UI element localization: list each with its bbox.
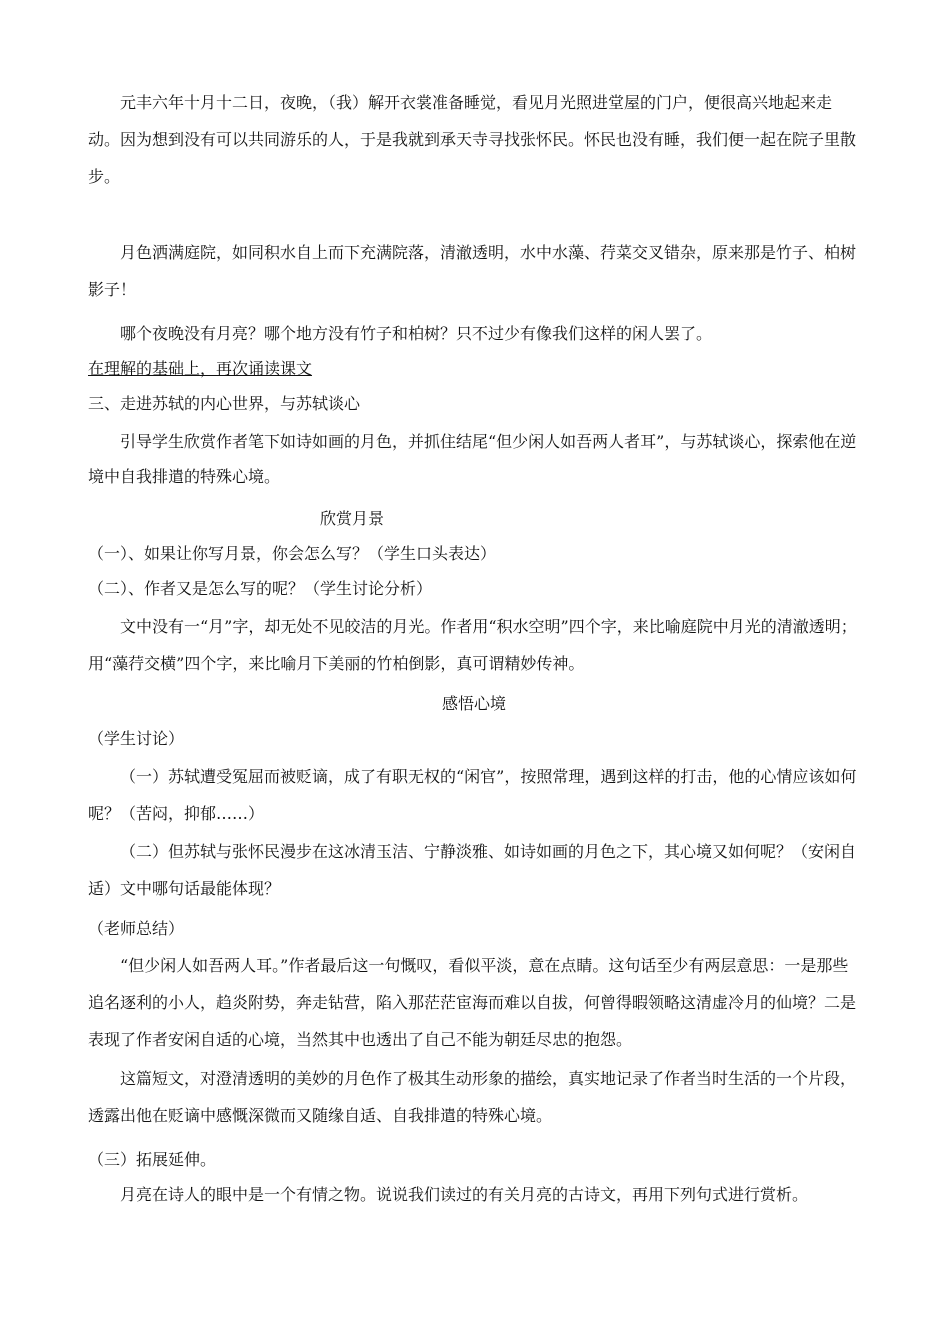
reread-instruction: 在理解的基础上，再次诵读课文 — [88, 359, 313, 378]
discussion-point-one: （一）苏轼遭受冤屈而被贬谪，成了有职无权的“闲官”，按照常理，遇到这样的打击，他的心情应该如何呢？（苦闷，抑郁……） — [88, 767, 857, 823]
translation-paragraph-1: 元丰六年十月十二日，夜晚，（我）解开衣裳准备睡觉，看见月光照进堂屋的门户，便很高兴地起来走动。因为想到没有可以共同游乐的人，于是我就到承天寺寻找张怀民。怀民也没有睡，我们便一起在院子里散步。 — [88, 93, 857, 186]
teacher-summary-label: （老师总结） — [88, 919, 185, 938]
section-three-heading: 三、走进苏轼的内心世界，与苏轼谈心 — [88, 394, 361, 413]
extension-heading: （三）拓展延伸。 — [88, 1150, 217, 1169]
extension-paragraph: 月亮在诗人的眼中是一个有情之物。说说我们读过的有关月亮的古诗文，再用下列句式进行赏析。 — [120, 1185, 809, 1204]
question-one: （一）、如果让你写月景，你会怎么写？（学生口头表达） — [88, 544, 497, 563]
analysis-paragraph: 文中没有一“月”字，却无处不见皎洁的月光。作者用“积水空明”四个字，来比喻庭院中月光的清澈透明；用“藻荇交横”四个字，来比喻月下美丽的竹柏倒影，真可谓精妙传神。 — [88, 617, 857, 673]
subheading-moon-scenery: 欣赏月景 — [320, 509, 385, 528]
student-discussion-label: （学生讨论） — [88, 729, 185, 748]
conclusion-paragraph: 这篇短文，对澄清透明的美妙的月色作了极其生动形象的描绘，真实地记录了作者当时生活的一个片段，透露出他在贬谪中感慨深微而又随缘自适、自我排遣的特殊心境。 — [88, 1069, 857, 1125]
translation-paragraph-2: 月色洒满庭院，如同积水自上而下充满院落，清澈透明，水中水藻、荇菜交叉错杂，原来那是竹子、柏树影子！ — [88, 243, 857, 299]
subheading-mood: 感悟心境 — [442, 694, 507, 713]
translation-paragraph-3: 哪个夜晚没有月亮？哪个地方没有竹子和柏树？只不过少有像我们这样的闲人罢了。 — [120, 324, 713, 343]
summary-paragraph: “但少闲人如吾两人耳。”作者最后这一句慨叹，看似平淡，意在点睛。这句话至少有两层意思：一是那些追名逐利的小人，趋炎附势，奔走钻营，陷入那茫茫宦海而难以自拔，何曾得暇领略这清虚冷月的仙境？二是表现了作者安闲自适的心境，当然其中也透出了自己不能为朝廷尽忠的抱怨。 — [88, 956, 857, 1049]
question-two: （二）、作者又是怎么写的呢？（学生讨论分析） — [88, 579, 433, 598]
guide-paragraph: 引导学生欣赏作者笔下如诗如画的月色，并抓住结尾“但少闲人如吾两人者耳”，与苏轼谈心，探索他在逆境中自我排遣的特殊心境。 — [88, 432, 857, 486]
discussion-point-two: （二）但苏轼与张怀民漫步在这冰清玉洁、宁静淡雅、如诗如画的月色之下，其心境又如何呢？（安闲自适）文中哪句话最能体现？ — [88, 842, 857, 898]
